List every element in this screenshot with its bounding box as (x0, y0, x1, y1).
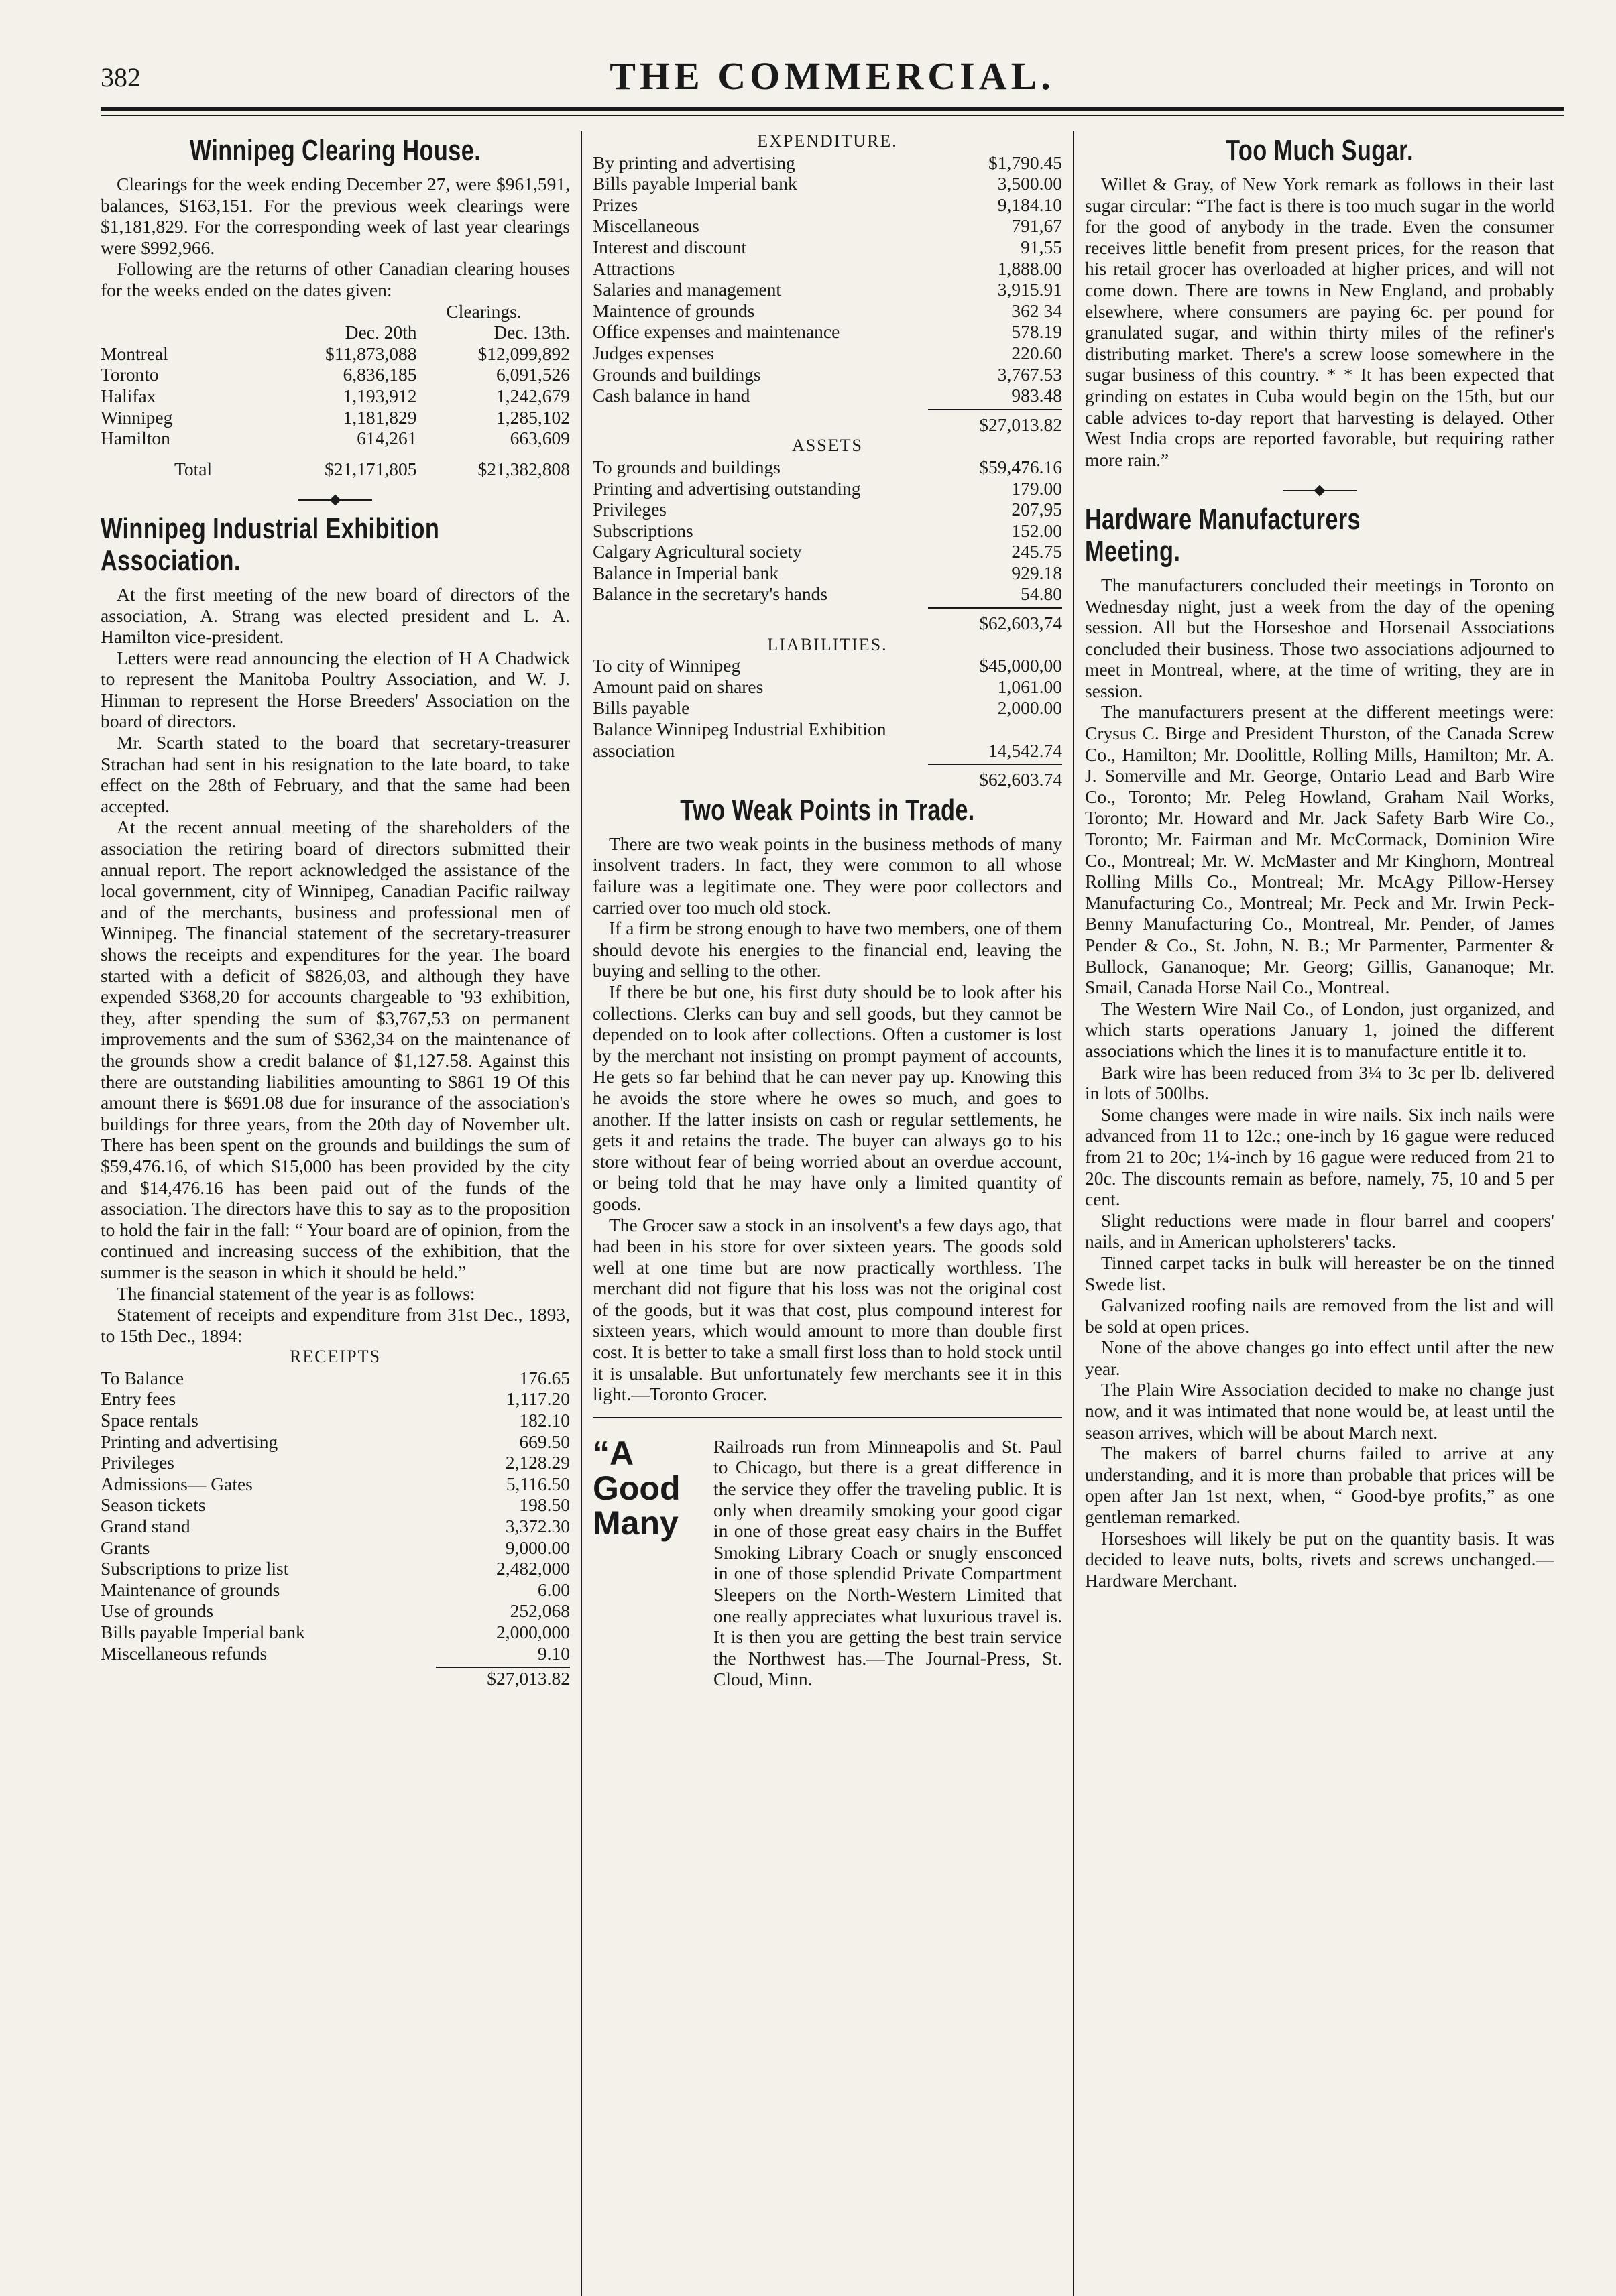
hardware-paragraph: The Plain Wire Association decided to make no change just now, and it was intimated that none would be, at least until the season arrives, which will be about March next. (1085, 1379, 1554, 1443)
table-row: Grand stand 3,372.30 (101, 1516, 570, 1537)
total-rule (928, 409, 1062, 410)
table-row: Space rentals 182.10 (101, 1410, 570, 1431)
exhibition-paragraph: Letters were read announcing the election of H A Chadwick to represent the Manitoba Poultry Association, and W. J. Hinman to represent the Horse Breeders' Association on the board of directors. (101, 647, 570, 732)
table-row: Montreal $11,873,088 $12,099,892 (101, 343, 570, 364)
exhibition-paragraph: Statement of receipts and expenditure from 31st Dec., 1893, to 15th Dec., 1894: (101, 1304, 570, 1346)
section-separator (1085, 478, 1554, 499)
clearing-table (101, 301, 570, 480)
hardware-paragraph: Bark wire has been reduced from 3¼ to 3c per lb. delivered in lots of 500lbs. (1085, 1061, 1554, 1104)
exhibition-paragraph: The financial statement of the year is as follows: (117, 1282, 475, 1304)
hardware-paragraph: None of the above changes go into effect until after the new year. (1085, 1337, 1554, 1379)
hardware-paragraph: Horseshoes will likely be put on the quantity basis. It was decided to leave nuts, bolts, rivets and screws unchanged.—Hardware Merchant. (1085, 1527, 1554, 1591)
hardware-paragraph: Some changes were made in wire nails. Six inch nails were advanced from 11 to 12c.; one-inch by 16 gague were reduced from 21 to 20c; 1¼-inch by 16 gague were reduced from 21 to 20c. The discounts remain as before, namely, 75, 10 and 5 per cent. (1085, 1103, 1554, 1210)
table-row: Halifax 1,193,912 1,242,679 (101, 385, 570, 406)
table-row: Privileges 207,95 (593, 499, 1062, 520)
ad-headline: “A Good Many (593, 1434, 681, 1542)
table-row: Admissions— Gates 5,116.50 (101, 1473, 570, 1494)
table-row: Judges expenses 220.60 (593, 342, 1062, 363)
paper-title: THE COMMERCIAL. (610, 54, 1055, 98)
table-row: Maintenance of grounds 6.00 (101, 1579, 570, 1600)
hardware-paragraph: Tinned carpet tacks in bulk will hereaster be on the tinned Swede list. (1085, 1252, 1554, 1294)
clearing-paragraph: Following are the returns of other Canadian clearing houses for the weeks ended on the dates given: (101, 258, 570, 300)
clearing-paragraph: Clearings for the week ending December 27, were $961,591, balances, $163,151. For the previous week clearings were $1,181,829. For the corresponding week of last year clearings were $992,966. (101, 174, 570, 258)
table-row: Salaries and management 3,915.91 (593, 279, 1062, 300)
table-row: Printing and advertising 669.50 (101, 1431, 570, 1452)
table-row: Bills payable Imperial bank 3,500.00 (593, 173, 1062, 194)
table-row: Attractions 1,888.00 (593, 257, 1062, 279)
weak-points-paragraph: There are two weak points in the business methods of many insolvent traders. In fact, they were common to all whose failure was a legitimate one. They were poor collectors and carried over too much old stock. (593, 833, 1062, 918)
table-row: Office expenses and maintenance 578.19 (593, 321, 1062, 343)
article-title-weak-points: Two Weak Points in Trade. (680, 793, 975, 827)
table-row: Use of grounds 252,068 (101, 1600, 570, 1622)
sugar-paragraph: Willet & Gray, of New York remark as follows in their last sugar circular: “The fact is there is too much sugar in the world for the good of anybody in the trade. Even the consumer receives little benefit from present prices, for the reason that his retail grocer has overloaded at higher prices, and will not come down. There are towns in New England, and probably elsewhere, where consumers are paying 6c. per pound for granulated sugar, and within thirty miles of the refiner's distributing market. There's a screw loose somewhere in the sugar business of this country. * * It has been expected that grinding on estates in Cuba would begin on the 15th, but our cable advices to-day report that harvesting is delayed. Other West India crops are reported favorable, but requiring rather more rain.” (1085, 174, 1554, 470)
table-row: Subscriptions 152.00 (593, 520, 1062, 541)
table-row: Bills payable Imperial bank 2,000,000 (101, 1622, 570, 1642)
table-row: Toronto 6,836,185 6,091,526 (101, 364, 570, 385)
masthead (101, 47, 1564, 111)
table-row: Winnipeg 1,181,829 1,285,102 (101, 406, 570, 428)
table-row: Printing and advertising outstanding 179.00 (593, 477, 1062, 499)
table-row: Miscellaneous 791,67 (593, 215, 1062, 237)
column-3 (1085, 131, 1554, 1591)
column-1 (101, 131, 570, 1689)
table-row: Grounds and buildings 3,767.53 (593, 363, 1062, 385)
expenditure-table (593, 152, 1062, 406)
column-rule (1073, 131, 1074, 2296)
weak-points-paragraph: If a firm be strong enough to have two members, one of them should devote his energies to the financial end, leaving the buying and selling to the other. (593, 918, 1062, 981)
article-title-hardware: Hardware Manufacturers Meeting. (1085, 502, 1361, 568)
table-row: Privileges 2,128.29 (101, 1452, 570, 1473)
exhibition-paragraph: At the recent annual meeting of the shareholders of the association the retiring board of directors submitted their annual report. The report acknowledged the assistance of the local government, city of Winnipeg, Canadian Pacific railway and of the merchants, business and professional men of Winnipeg. The financial statement of the secretary-treasurer shows the receipts and expenditures for the year. The board started with a deficit of $826,03, and although they have expended $368,20 for accounts chargeable to '93 exhibition, they, after spending the sum of $3,767,53 on permanent improvements and the sum of $362,34 on the maintenance of the grounds show a credit balance of $1,127.58. Against this there are outstanding liabilities amounting to $861 19 Of this amount there is $691.08 due for insurance of the association's buildings for three years, from the 20th day of November ult. There has been spent on the grounds and buildings the sum of $59,476.16, of which $15,000 has been provided by the city and $14,476.16 has been paid out of the funds of the association. The directors have this to say as to the proposition to hold the fair in the fall: “ Your board are of opinion, from the continued and increasing success of the exhibition, that the summer is the season in which it should be held.” (101, 817, 570, 1282)
exhibition-paragraph: Mr. Scarth stated to the board that secretary-treasurer Strachan had sent in his resignation to the late board, to take effect on the 28th of February, and that the same had been accepted. (101, 732, 570, 817)
table-row-total: Total $21,171,805 $21,382,808 (174, 458, 570, 479)
hardware-paragraph: The manufacturers present at the different meetings were: Crysus C. Birge and President Thurston, of the Canada Screw Co., Hamilton; Mr. Doolittle, Rolling Mills, Hamilton; Mr. A. J. Somerville and Mr. George, Ontario Lead and Barb Wire Co., Toronto; Mr. Peleg Howland, Graham Nail Works, Toronto; Mr. Howard and Mr. Jack Safety Barb Wire Co., Toronto; Mr. Fairman and Mr. McCormack, Dominion Wire Co., Montreal; Mr. W. McMaster and Mr Kinghorn, Montreal Rolling Mills Co., Montreal; Mr. McAgy Pillow-Hersey Manufacturing Co., Montreal; Mr. Peck and Mr. Irwin Peck-Benny Manufacturing Co., Montreal, Mr. Pender, of James Pender & Co., St. John, N. B.; Mr Parmenter, Parmenter & Bullock, Gananoque; Mr. Georg; Gillis, Gananoque; Mr. Smail, Canada Horse Nail Co., Montreal. (1085, 701, 1554, 998)
weak-points-paragraph: If there be but one, his first duty should be to look after his collections. Clerks can buy and sell goods, but they cannot be depended on to look after collections. Often a customer is lost by the merchant not insisting on prompt payment of accounts, He gets so far behind that he can never pay up. Knowing this he avoids the store where he owes so much, and goes to another. If the latter insists on cash or regular settlements, he gets it and retains the trade. The buyer can always go to his store without fear of being worried about an overdue account, or being told that he may have only a limited quantity of goods. (593, 981, 1062, 1214)
hardware-paragraph: Slight reductions were made in flour barrel and coopers' nails, and in American upholsterers' tacks. (1085, 1209, 1554, 1252)
receipts-table (101, 1368, 570, 1664)
receipts-total: $27,013.82 (487, 1668, 570, 1689)
liabilities-heading: LIABILITIES. (767, 634, 888, 654)
total-rule (928, 764, 1062, 765)
table-row: Season tickets 198.50 (101, 1494, 570, 1516)
clearing-col-head: Clearings. (446, 300, 522, 322)
assets-total: $62,603,74 (979, 613, 1062, 634)
table-row: Cash balance in hand 983.48 (593, 385, 1062, 406)
table-row: Maintence of grounds 362 34 (593, 300, 1062, 321)
assets-heading: ASSETS (792, 436, 863, 456)
table-row: To grounds and buildings $59,476.16 (593, 456, 1062, 477)
table-row: Entry fees 1,117.20 (101, 1388, 570, 1410)
table-row: Subscriptions to prize list 2,482,000 (101, 1558, 570, 1579)
hardware-paragraph: The makers of barrel churns failed to arrive at any understanding, and it is more than probable that prices will be open after Jan 1st next, when, “ Good-bye profits,” as one gentleman remarked. (1085, 1443, 1554, 1528)
table-row: To Balance 176.65 (101, 1367, 570, 1388)
table-row: Grants 9,000.00 (101, 1536, 570, 1558)
expenditure-heading: EXPENDITURE. (757, 131, 898, 151)
assets-table (593, 457, 1062, 605)
table-row: Balance in Imperial bank 929.18 (593, 562, 1062, 583)
weak-points-paragraph: The Grocer saw a stock in an insolvent's a few days ago, that had been in his store for over sixteen years. The goods sold well at one time but are now practically worthless. The merchant did not figure that his loss was not the original cost of the goods, but it was that cost, plus compound interest for sixteen years, which would amount to more than double first cost. It is better to take a small first loss than to hold stock until it is unsalable. But unfortunately few merchants see it in this light.—Toronto Grocer. (593, 1214, 1062, 1405)
masthead-rule (101, 115, 1564, 116)
table-row: By printing and advertising $1,790.45 (593, 152, 1062, 173)
table-row: Balance in the secretary's hands 54.80 (593, 583, 1062, 605)
table-row: Amount paid on shares 1,061.00 (593, 676, 1062, 697)
total-rule (928, 607, 1062, 609)
table-row: Bills payable 2,000.00 (593, 697, 1062, 719)
table-row: Interest and discount 91,55 (593, 236, 1062, 257)
table-row: Prizes 9,184.10 (593, 194, 1062, 215)
table-row: Miscellaneous refunds 9.10 (101, 1642, 570, 1664)
ad-rule (593, 1417, 1062, 1418)
table-row: Calgary Agricultural society 245.75 (593, 541, 1062, 562)
column-rule (581, 131, 582, 2296)
clearing-col-a: Dec. 20th (345, 322, 417, 343)
table-row: Hamilton 614,261 663,609 (101, 428, 570, 449)
article-title-clearing: Winnipeg Clearing House. (189, 134, 481, 167)
column-2 (593, 131, 1062, 1690)
table-row: Balance Winnipeg Industrial Exhibition association 14,542.74 (593, 719, 1062, 761)
hardware-paragraph: The Western Wire Nail Co., of London, just organized, and which starts operations January 1, joined the different associations which the lines it is to manufacture entitle it to. (1085, 998, 1554, 1061)
clearing-col-b: Dec. 13th. (494, 322, 570, 343)
table-row: To city of Winnipeg $45,000,00 (593, 655, 1062, 676)
hardware-paragraph: The manufacturers concluded their meetings in Toronto on Wednesday night, just a week from the day of the opening session. All but the Horseshoe and Horsenail Associations concluded their business. Those two associations adjourned to meet in Montreal, where, at the time of writing, they are in session. (1085, 574, 1554, 701)
article-title-exhibition: Winnipeg Industrial Exhibition Association. (101, 511, 440, 577)
expenditure-total: $27,013.82 (979, 414, 1062, 435)
exhibition-paragraph: At the first meeting of the new board of directors of the association, A. Strang was elected president and L. A. Hamilton vice-president. (101, 583, 570, 648)
railroad-advertisement (593, 1436, 1062, 1690)
hardware-paragraph: Galvanized roofing nails are removed from the list and will be sold at open prices. (1085, 1294, 1554, 1337)
receipts-heading: RECEIPTS (290, 1347, 381, 1367)
section-separator (101, 487, 570, 509)
page-number: 382 (101, 62, 141, 93)
liabilities-table (593, 655, 1062, 761)
article-title-sugar: Too Much Sugar. (1226, 134, 1413, 167)
liabilities-total: $62,603.74 (979, 769, 1062, 790)
ad-text: Railroads run from Minneapolis and St. Paul to Chicago, but there is a great difference in the service they offer the traveling public. It is only when dreamily smoking your good cigar in one of those great easy chairs in the Buffet Smoking Library Coach or snugly ensconced in one of those splendid Private Compartment Sleepers on the North-Western Limited that one really appreciates what luxurious travel is. It is then you are getting the best train service the Northwest has.—The Journal-Press, St. Cloud, Minn. (713, 1435, 1062, 1690)
